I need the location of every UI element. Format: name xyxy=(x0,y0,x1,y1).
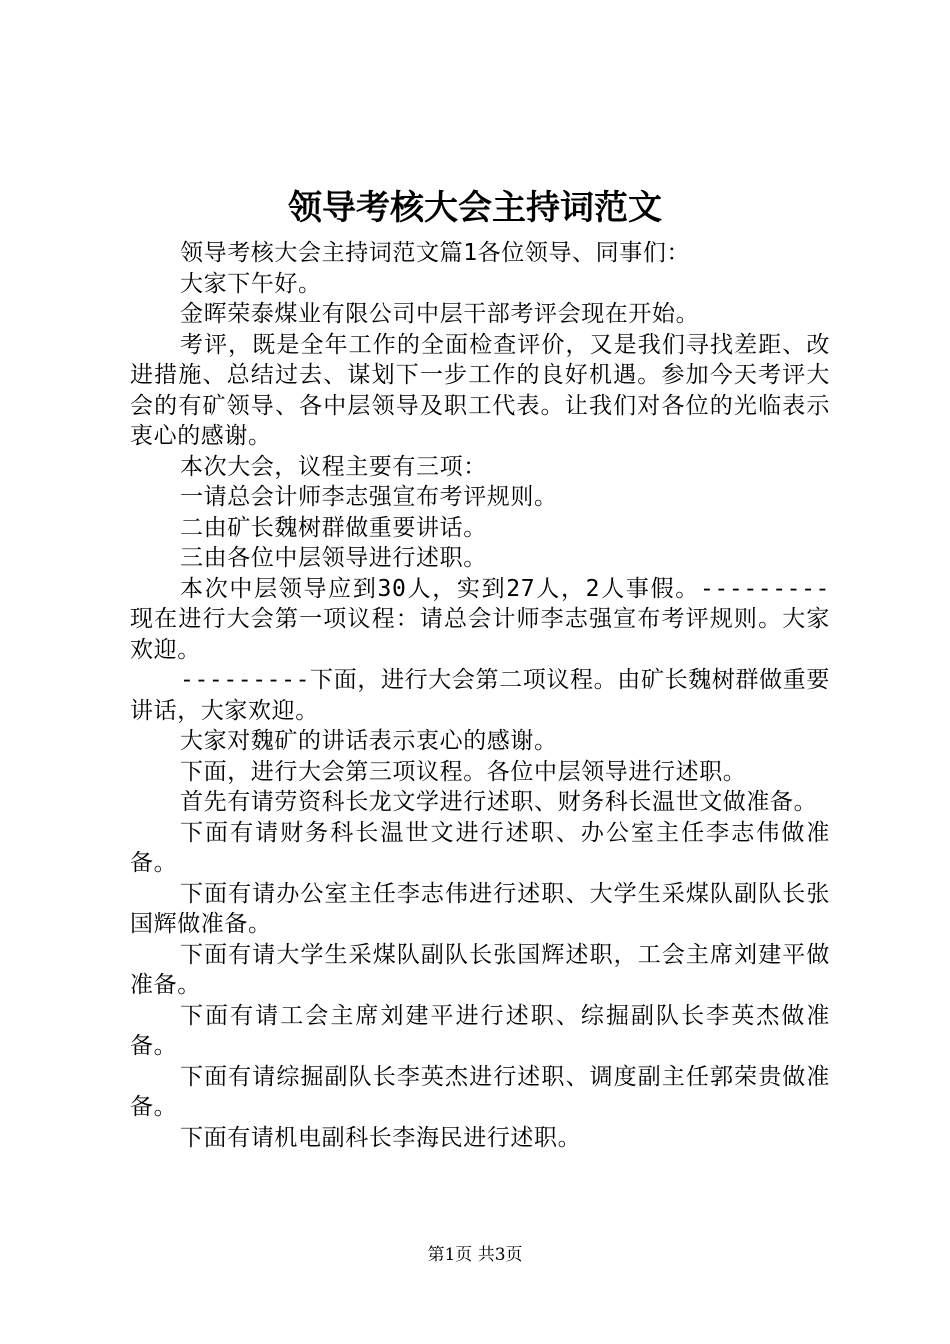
paragraph: 一请总会计师李志强宣布考评规则。 xyxy=(180,484,558,510)
paragraph: 下面有请机电副科长李海民进行述职。 xyxy=(180,1124,582,1151)
document-title: 领导考核大会主持词范文 xyxy=(288,188,662,228)
page-footer: 第1页 共3页 xyxy=(427,1245,523,1265)
paragraph: 二由矿长魏树群做重要讲话。 xyxy=(180,514,487,541)
paragraph: 本次中层领导应到30人，实到27人，2人事假。---------现在进行大会第一项议程：请总会计师李志强宣布考评规则。大家欢迎。 xyxy=(130,575,830,663)
paragraph: 大家下午好。 xyxy=(180,270,322,297)
paragraph: 金晖荣泰煤业有限公司中层干部考评会现在开始。 xyxy=(180,301,700,327)
paragraph: 本次大会，议程主要有三项： xyxy=(180,453,487,480)
paragraph: 三由各位中层领导进行述职。 xyxy=(180,545,487,571)
paragraph: ---------下面，进行大会第二项议程。由矿长魏树群做重要讲话，大家欢迎。 xyxy=(130,667,830,724)
paragraph: 领导考核大会主持词范文篇1各位领导、同事们： xyxy=(180,240,691,266)
paragraph: 下面有请办公室主任李志伟进行述职、大学生采煤队副队长张国辉做准备。 xyxy=(130,880,830,937)
paragraph: 首先有请劳资科长龙文学进行述职、财务科长温世文做准备。 xyxy=(180,789,818,815)
paragraph: 大家对魏矿的讲话表示衷心的感谢。 xyxy=(180,728,558,754)
document-body xyxy=(130,238,830,1153)
paragraph: 下面有请综掘副队长李英杰进行述职、调度副主任郭荣贵做准备。 xyxy=(130,1063,830,1120)
paragraph: 考评，既是全年工作的全面检查评价，又是我们寻找差距、改进措施、总结过去、谋划下一步工作的良好机遇。参加今天考评大会的有矿领导、各中层领导及职工代表。让我们对各位的光临表示衷心的感谢。 xyxy=(130,331,830,449)
paragraph: 下面，进行大会第三项议程。各位中层领导进行述职。 xyxy=(180,758,747,785)
paragraph: 下面有请工会主席刘建平进行述职、综掘副队长李英杰做准备。 xyxy=(130,1002,830,1059)
paragraph: 下面有请大学生采煤队副队长张国辉述职，工会主席刘建平做准备。 xyxy=(130,941,830,998)
paragraph: 下面有请财务科长温世文进行述职、办公室主任李志伟做准备。 xyxy=(130,819,830,876)
